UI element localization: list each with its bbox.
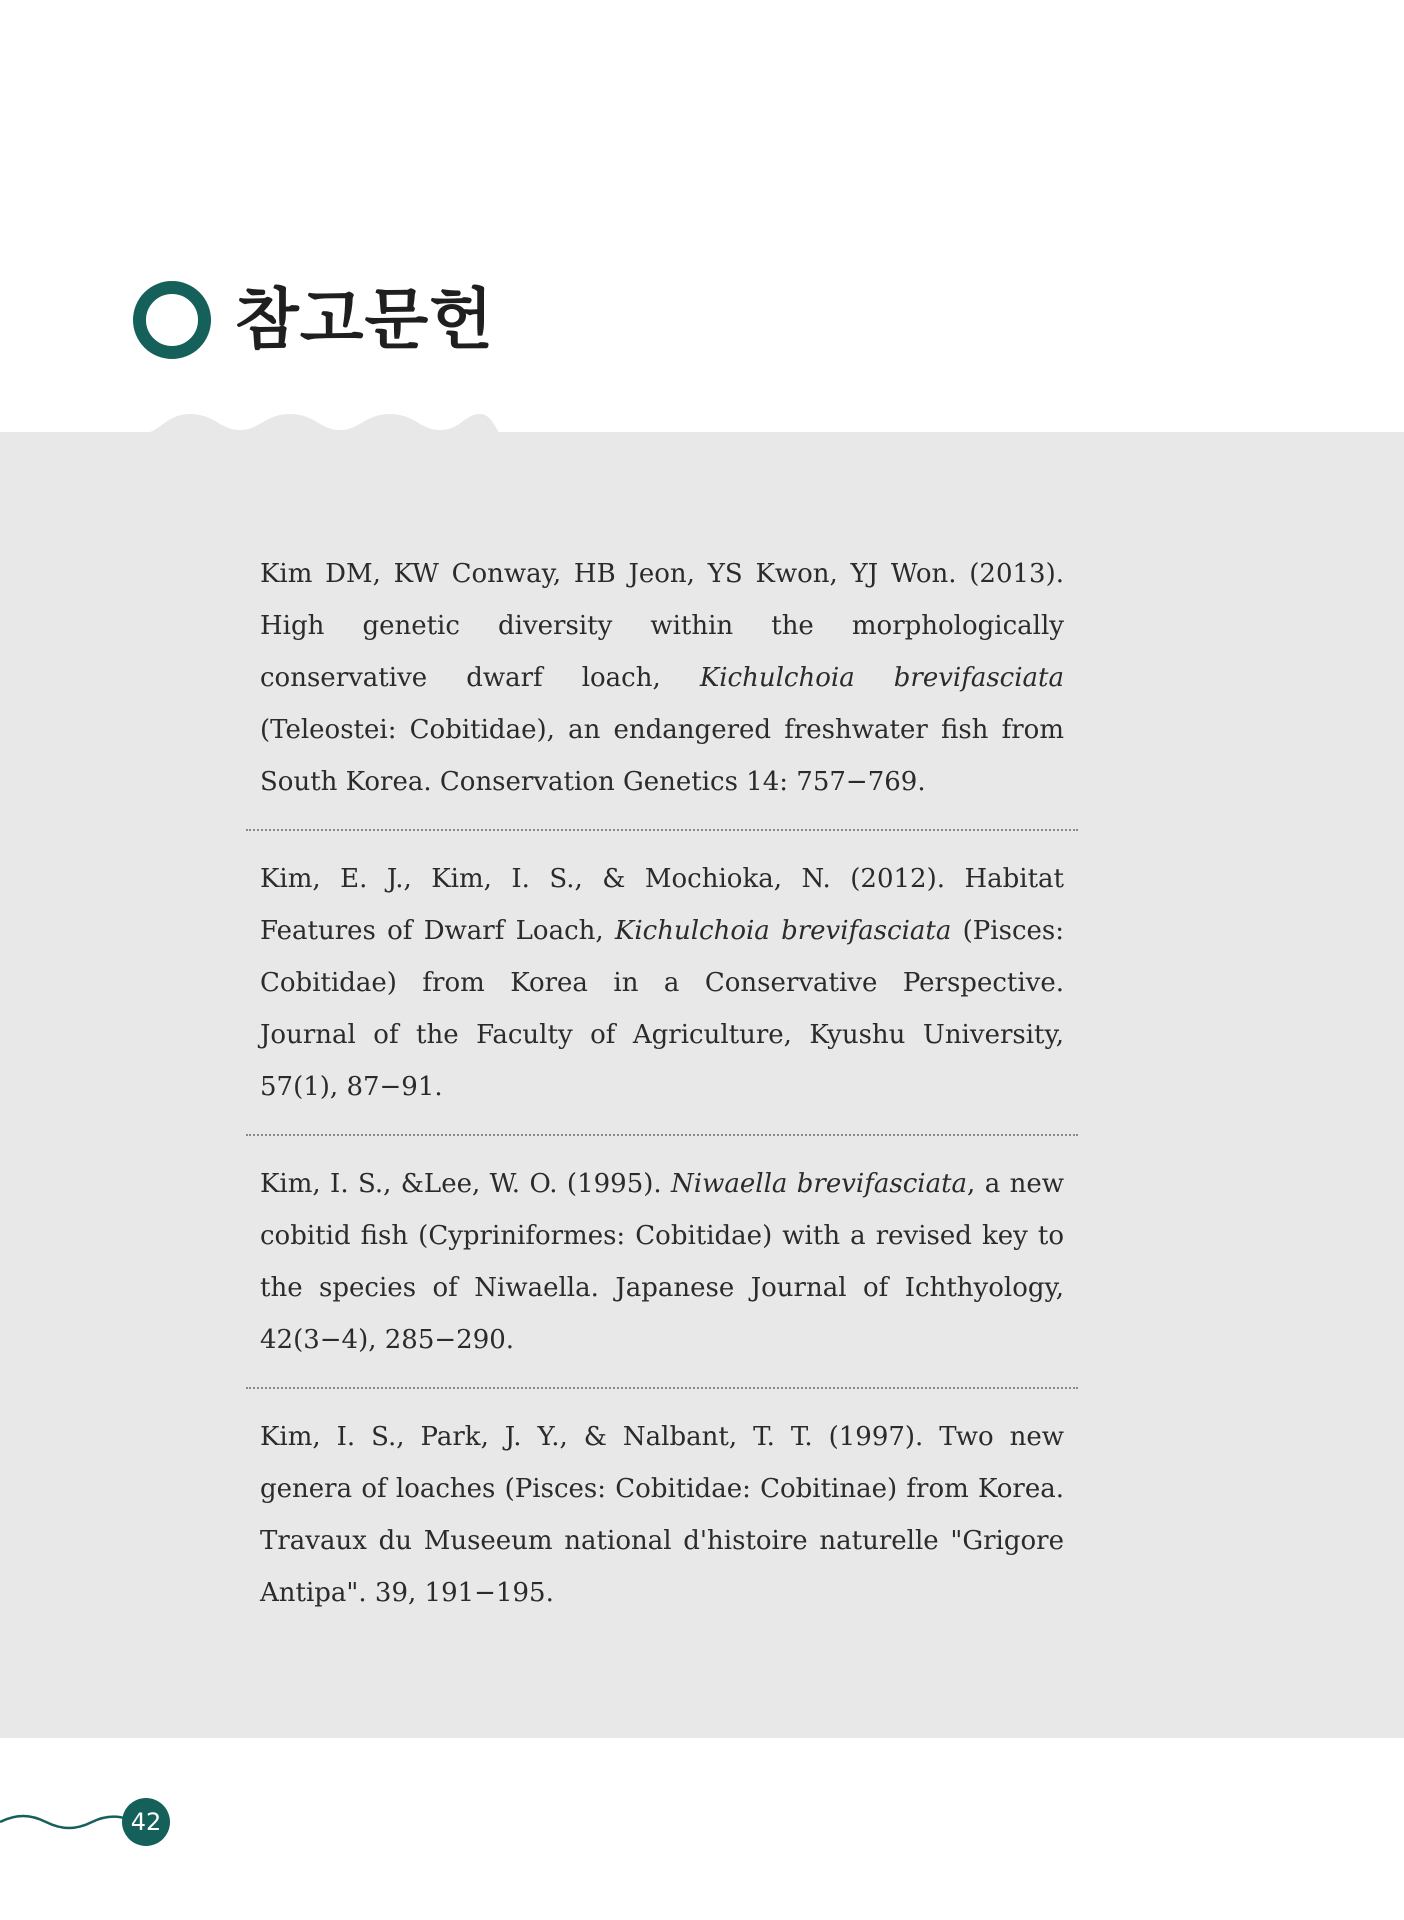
species-name: Niwaella brevifasciata	[671, 1169, 968, 1199]
dotted-divider	[246, 1134, 1078, 1136]
ring-icon	[133, 281, 211, 359]
species-name: Kichulchoia brevifasciata	[614, 916, 952, 946]
reference-text: (Teleostei: Cobitidae), an endangered freshwater fish from South Korea. Conservation Genetics 14: 757−769.	[260, 715, 1064, 797]
reference-text: (Pisces: Cobitidae) from Korea in a Conservative Perspective. Journal of the Faculty of Agriculture, Kyushu University, 57(1), 87−91.	[260, 916, 1064, 1102]
reference-item	[246, 1411, 1078, 1619]
dotted-divider	[246, 829, 1078, 831]
reference-text: Kim DM, KW Conway, HB Jeon, YS Kwon, YJ Won. (2013). High genetic diversity within the morphologically conservative dwarf loach,	[260, 559, 1064, 693]
wave-decoration	[140, 400, 500, 436]
wave-icon	[0, 1806, 130, 1836]
reference-item	[246, 548, 1078, 808]
species-name: Kichulchoia brevifasciata	[699, 663, 1065, 693]
reference-text: Kim, E. J., Kim, I. S., & Mochioka, N. (2012). Habitat Features of Dwarf Loach,	[260, 864, 1064, 946]
reference-item	[246, 853, 1078, 1113]
page-number: 42	[122, 1798, 170, 1846]
page-title: 참고문헌	[235, 281, 495, 358]
reference-item	[246, 1158, 1078, 1366]
reference-text: Kim, I. S., Park, J. Y., & Nalbant, T. T. (1997). Two new genera of loaches (Pisces: Cobitidae: Cobitinae) from Korea. Travaux du Museeum national d'histoire naturelle "Grigore Antipa". 39, 191−195.	[260, 1422, 1064, 1608]
reference-list	[246, 548, 1078, 1619]
page-heading	[133, 270, 494, 370]
dotted-divider	[246, 1387, 1078, 1389]
page-footer	[0, 1796, 180, 1852]
reference-text: Kim, I. S., &Lee, W. O. (1995).	[260, 1169, 672, 1199]
reference-text: , a new cobitid fish (Cypriniformes: Cobitidae) with a revised key to the species of Niwaella. Japanese Journal of Ichthyology, 42(3−4), 285−290.	[260, 1169, 1064, 1355]
